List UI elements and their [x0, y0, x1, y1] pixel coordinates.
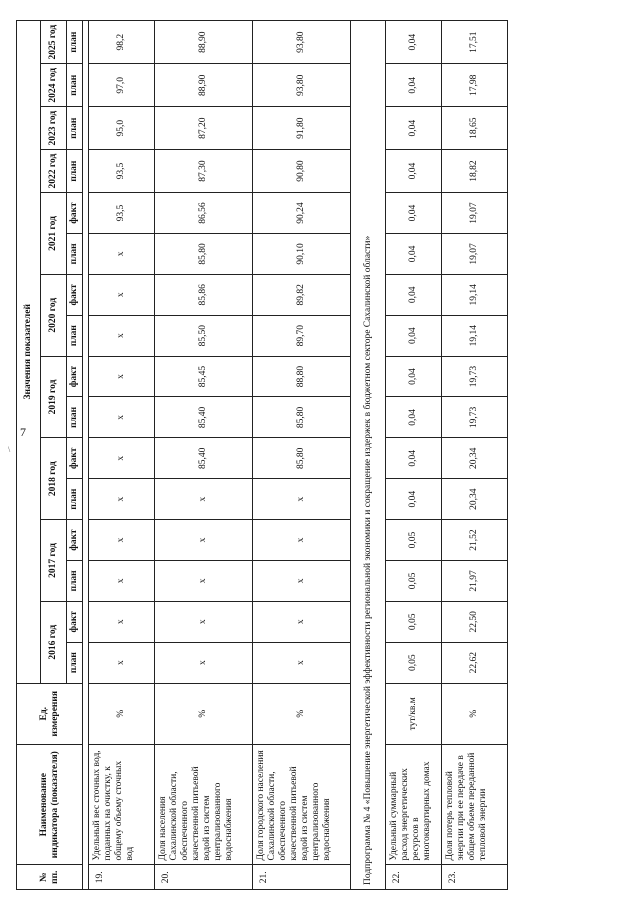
indicator-name: Доля городского населения Сахалинской области, обеспеченного качественной питьевой водой из систем централизованного водоснабжения [253, 744, 351, 865]
header-fact: факт [67, 274, 83, 315]
indicators-table [16, 20, 508, 890]
unit-cell: % [442, 683, 508, 744]
value-cell: 85,50 [155, 315, 253, 356]
header-fact: факт [67, 520, 83, 561]
value-cell: 90,24 [253, 193, 351, 234]
value-cell: 93,80 [253, 64, 351, 107]
table-row [155, 21, 253, 890]
value-cell: 17,51 [442, 21, 508, 64]
value-cell: 90,10 [253, 233, 351, 274]
value-cell: 18,65 [442, 107, 508, 150]
value-cell: 20,34 [442, 479, 508, 520]
value-cell: 85,80 [253, 438, 351, 479]
header-fact: факт [67, 193, 83, 234]
value-cell: 22,62 [442, 642, 508, 683]
value-cell: 0,05 [386, 642, 442, 683]
value-cell: x [89, 356, 155, 397]
value-cell: 87,20 [155, 107, 253, 150]
header-fact: факт [67, 438, 83, 479]
header-plan: план [67, 560, 83, 601]
header-year: 2018 год [41, 438, 67, 520]
value-cell: x [155, 520, 253, 561]
row-number: 19. [89, 865, 155, 890]
value-cell: 0,04 [386, 21, 442, 64]
indicator-name: Доля потерь тепловой энергии при ее передаче в общем объеме переданной тепловой энергии [442, 744, 508, 865]
value-cell: x [155, 560, 253, 601]
subprogram-row [351, 21, 386, 890]
value-cell: 97,0 [89, 64, 155, 107]
value-cell: 91,80 [253, 107, 351, 150]
value-cell: x [89, 274, 155, 315]
value-cell: 0,04 [386, 233, 442, 274]
page-number: 7 [20, 425, 26, 439]
value-cell: 21,52 [442, 520, 508, 561]
value-cell: x [253, 520, 351, 561]
value-cell: 19,14 [442, 315, 508, 356]
value-cell: 85,40 [155, 438, 253, 479]
value-cell: x [253, 479, 351, 520]
value-cell: x [253, 601, 351, 642]
header-year: 2017 год [41, 520, 67, 602]
value-cell: x [253, 560, 351, 601]
value-cell: 0,04 [386, 356, 442, 397]
header-year: 2024 год [41, 64, 67, 107]
value-cell: 87,30 [155, 150, 253, 193]
unit-cell: % [253, 683, 351, 744]
margin-mark: \ [8, 445, 11, 454]
header-year: 2019 год [41, 356, 67, 438]
value-cell: 90,80 [253, 150, 351, 193]
header-fact: факт [67, 356, 83, 397]
value-cell: 86,56 [155, 193, 253, 234]
value-cell: 19,14 [442, 274, 508, 315]
value-cell: x [89, 315, 155, 356]
header-plan: план [67, 233, 83, 274]
table-row [386, 21, 442, 890]
row-number: 22. [386, 865, 442, 890]
header-num: № пп. [17, 865, 83, 890]
unit-cell: тут/кв.м [386, 683, 442, 744]
value-cell: 17,98 [442, 64, 508, 107]
table-row [442, 21, 508, 890]
value-cell: x [89, 233, 155, 274]
header-fact: факт [67, 601, 83, 642]
value-cell: x [89, 479, 155, 520]
value-cell: 0,04 [386, 315, 442, 356]
value-cell: 0,05 [386, 520, 442, 561]
value-cell: 19,07 [442, 233, 508, 274]
value-cell: 93,5 [89, 150, 155, 193]
indicator-name: Доля населения Сахалинской области, обеспеченного качественной питьевой водой из систем централизованного водоснабжения [155, 744, 253, 865]
value-cell: x [155, 479, 253, 520]
value-cell: 85,80 [253, 397, 351, 438]
unit-cell: % [155, 683, 253, 744]
unit-cell: % [89, 683, 155, 744]
value-cell: 0,04 [386, 107, 442, 150]
value-cell: 88,90 [155, 64, 253, 107]
value-cell: x [253, 642, 351, 683]
value-cell: 0,04 [386, 397, 442, 438]
header-plan: план [67, 150, 83, 193]
value-cell: x [155, 642, 253, 683]
value-cell: x [89, 601, 155, 642]
header-plan: план [67, 21, 83, 64]
value-cell: x [89, 520, 155, 561]
value-cell: 85,80 [155, 233, 253, 274]
value-cell: 0,04 [386, 193, 442, 234]
value-cell: 93,5 [89, 193, 155, 234]
header-plan: план [67, 107, 83, 150]
row-number: 20. [155, 865, 253, 890]
header-values: Значения показателей [17, 21, 41, 684]
value-cell: 85,86 [155, 274, 253, 315]
value-cell: 19,73 [442, 356, 508, 397]
row-number: 21. [253, 865, 351, 890]
value-cell: 93,80 [253, 21, 351, 64]
value-cell: 21,97 [442, 560, 508, 601]
header-plan: план [67, 64, 83, 107]
header-year: 2021 год [41, 193, 67, 275]
value-cell: 19,73 [442, 397, 508, 438]
indicator-name: Удельный вес сточных вод, поданных на очистку, к общему объему сточных вод [89, 744, 155, 865]
value-cell: 0,04 [386, 274, 442, 315]
header-plan: план [67, 642, 83, 683]
value-cell: 0,05 [386, 601, 442, 642]
header-year: 2025 год [41, 21, 67, 64]
value-cell: x [89, 438, 155, 479]
rotated-page-content [16, 20, 611, 890]
subprogram-title: Подпрограмма № 4 «Повышение энергетической эффективности региональной экономики и сокращение издержек в бюджетном секторе Сахалинской области» [351, 21, 386, 890]
value-cell: 22,50 [442, 601, 508, 642]
value-cell: 0,04 [386, 438, 442, 479]
value-cell: 85,40 [155, 397, 253, 438]
value-cell: 89,70 [253, 315, 351, 356]
value-cell: x [155, 601, 253, 642]
value-cell: 20,34 [442, 438, 508, 479]
header-plan: план [67, 479, 83, 520]
header-plan: план [67, 315, 83, 356]
table-body [89, 21, 508, 890]
value-cell: 0,05 [386, 560, 442, 601]
value-cell: 19,07 [442, 193, 508, 234]
header-year: 2020 год [41, 274, 67, 356]
header-name: Наименование индикатора (показателя) [17, 744, 83, 865]
header-year: 2022 год [41, 150, 67, 193]
header-year: 2016 год [41, 601, 67, 683]
table-row [89, 21, 155, 890]
value-cell: 0,04 [386, 479, 442, 520]
value-cell: 98,2 [89, 21, 155, 64]
value-cell: 85,45 [155, 356, 253, 397]
value-cell: 0,04 [386, 64, 442, 107]
value-cell: 89,82 [253, 274, 351, 315]
value-cell: x [89, 397, 155, 438]
value-cell: 18,82 [442, 150, 508, 193]
value-cell: x [89, 642, 155, 683]
row-number: 23. [442, 865, 508, 890]
value-cell: 0,04 [386, 150, 442, 193]
table-row [253, 21, 351, 890]
value-cell: 88,90 [155, 21, 253, 64]
header-year: 2023 год [41, 107, 67, 150]
value-cell: 88,80 [253, 356, 351, 397]
value-cell: x [89, 560, 155, 601]
header-plan: план [67, 397, 83, 438]
value-cell: 95,0 [89, 107, 155, 150]
indicator-name: Удельный суммарный расход энергетических ресурсов в многоквартирных домах [386, 744, 442, 865]
header-unit: Ед. измерения [17, 683, 83, 744]
